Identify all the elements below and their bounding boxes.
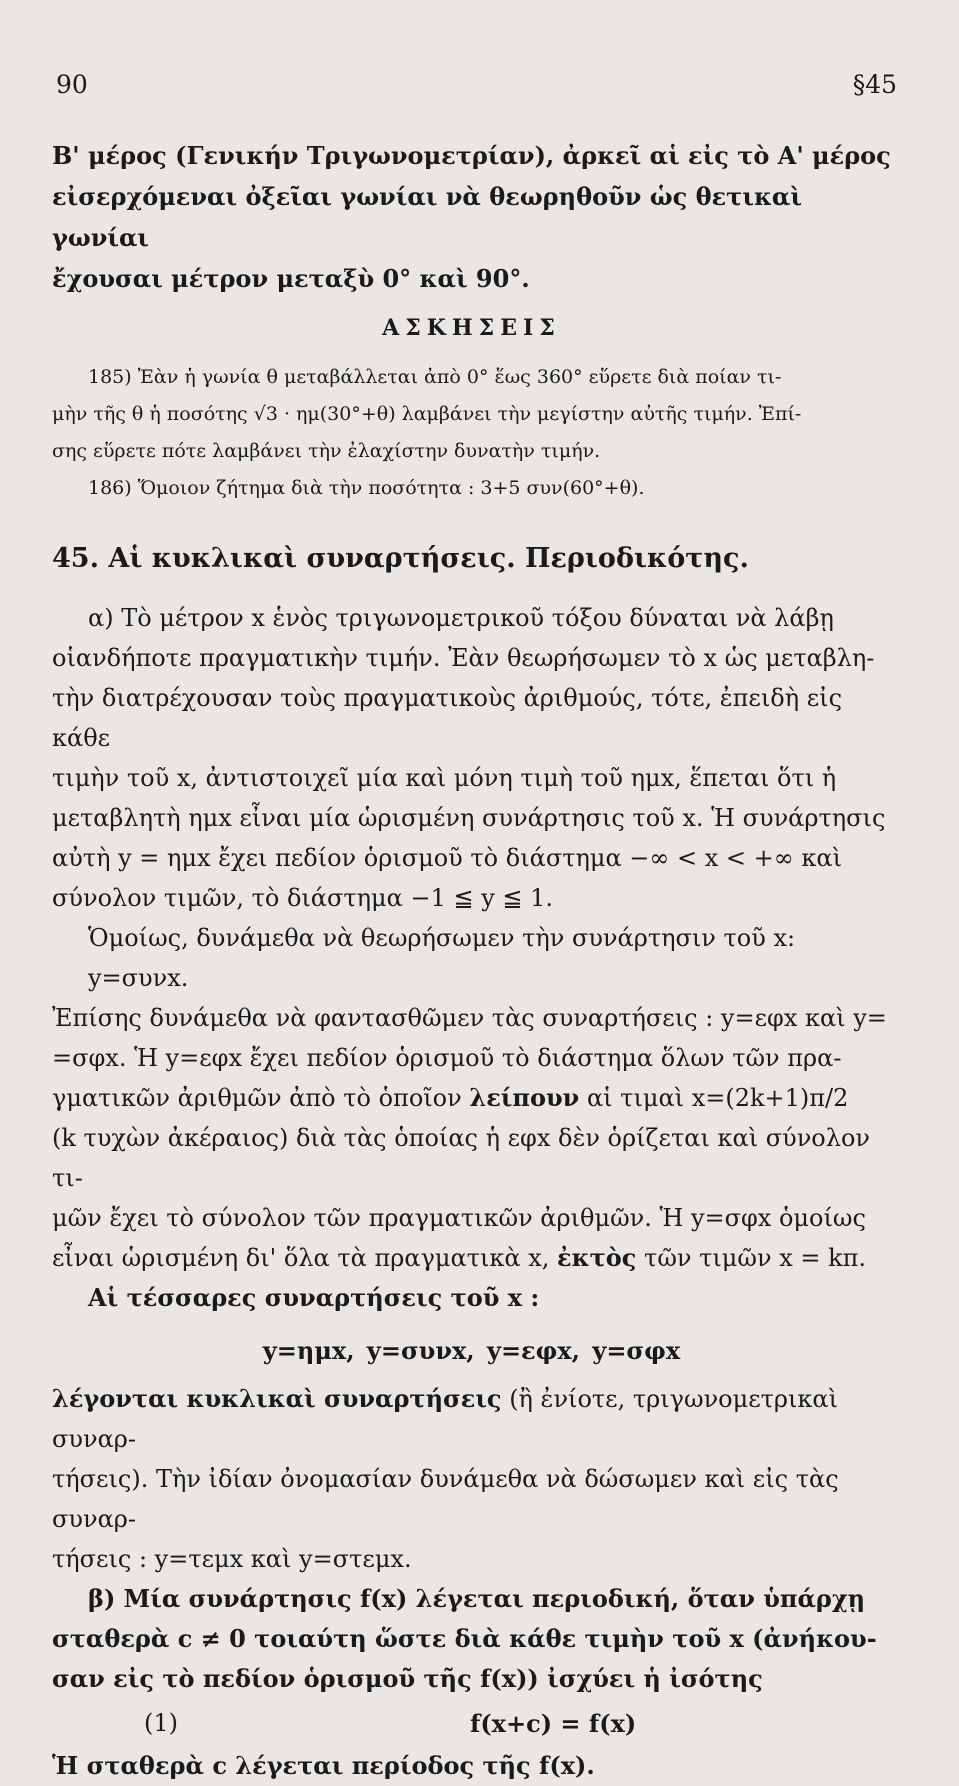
intro-line: εἰσερχόμεναι ὀξεῖαι γωνίαι νὰ θεωρηθοῦν ὡς θετικαὶ γωνίαι bbox=[52, 182, 803, 252]
cyclic-paragraph bbox=[52, 1379, 891, 1579]
text-fragment: γματικῶν ἀριθμῶν ἀπὸ τὸ ὁποῖον bbox=[52, 1084, 462, 1112]
section-marker: §45 bbox=[852, 70, 897, 99]
exercise-line: μὴν τῆς θ ἡ ποσότης √3 · ημ(30°+θ) λαμβάνει τὴν μεγίστην αὐτῆς τιμήν. Ἐπί- bbox=[52, 403, 802, 425]
text-fragment: τῶν τιμῶν x = kπ. bbox=[644, 1244, 867, 1272]
text-line bbox=[52, 1238, 891, 1278]
text-line: τιμὴν τοῦ x, ἀντιστοιχεῖ μία καὶ μόνη τιμὴ τοῦ ημx, ἕπεται ὅτι ἡ bbox=[52, 764, 837, 792]
equation-number: (1) bbox=[144, 1709, 178, 1737]
text-line: Ἐπίσης δυνάμεθα νὰ φαντασθῶμεν τὰς συναρτήσεις : y=εφx καὶ y= bbox=[52, 1004, 887, 1032]
text-line: α) Τὸ μέτρον x ἑνὸς τριγωνομετρικοῦ τόξου δύναται νὰ λάβῃ bbox=[88, 604, 834, 632]
four-functions-heading: Αἱ τέσσαρες συναρτήσεις τοῦ x : bbox=[88, 1283, 540, 1312]
text-line: αὐτὴ y = ημx ἔχει πεδίον ὁρισμοῦ τὸ διάστημα −∞ < x < +∞ καὶ bbox=[52, 844, 843, 872]
paragraph-a bbox=[52, 598, 891, 918]
text-line: β) Μία συνάρτησις f(x) λέγεται περιοδική, ὅταν ὑπάρχῃ bbox=[88, 1584, 866, 1613]
equation: f(x+c) = f(x) bbox=[470, 1709, 637, 1738]
text-line: οἱανδήποτε πραγματικὴν τιμήν. Ἐὰν θεωρήσωμεν τὸ x ὡς μεταβλη- bbox=[52, 644, 875, 672]
intro-line: ἔχουσαι μέτρον μεταξὺ 0° καὶ 90°. bbox=[52, 264, 530, 293]
text-line bbox=[52, 1379, 891, 1459]
text-fragment-bold: λείπουν bbox=[469, 1083, 580, 1112]
text-line: μῶν ἔχει τὸ σύνολον τῶν πραγματικῶν ἀριθμῶν. Ἡ y=σφx ὁμοίως bbox=[52, 1204, 866, 1232]
exercises-heading: ΑΣΚΗΣΕΙΣ bbox=[382, 315, 561, 341]
text-line: σταθερὰ c ≠ 0 τοιαύτη ὥστε διὰ κάθε τιμὴν τοῦ x (ἀνήκου- bbox=[52, 1624, 877, 1653]
text-fragment-bold: λέγονται κυκλικαὶ συναρτήσεις bbox=[52, 1384, 502, 1413]
intro-paragraph bbox=[52, 135, 891, 299]
text-fragment-bold: ἐκτὸς bbox=[557, 1243, 637, 1272]
text-line: μεταβλητὴ ημx εἶναι μία ὡρισμένη συνάρτησις τοῦ x. Ἡ συνάρτησις bbox=[52, 804, 886, 832]
text-fragment: (ἢ ἐνίοτε, τριγωνομετρικαὶ συναρ- bbox=[52, 1385, 839, 1453]
exercise-line: σης εὕρετε πότε λαμβάνει τὴν ἐλαχίστην δυνατὴν τιμήν. bbox=[52, 440, 601, 462]
text-line-with-fraction bbox=[52, 1078, 891, 1118]
paragraph-a2 bbox=[52, 918, 891, 1318]
exercise-line: 186) Ὅμοιον ζήτημα διὰ τὴν ποσότητα : 3+5 συν(60°+θ). bbox=[88, 477, 645, 499]
text-fragment: αἱ τιμαὶ x=(2k+1)π/2 bbox=[586, 1084, 849, 1112]
text-line: σύνολον τιμῶν, τὸ διάστημα −1 ≦ y ≦ 1. bbox=[52, 884, 554, 912]
equation-row bbox=[52, 1709, 891, 1738]
text-line: Ὁμοίως, δυνάμεθα νὰ θεωρήσωμεν τὴν συνάρτησιν τοῦ x: y=συνx. bbox=[88, 924, 796, 992]
paragraph-b bbox=[52, 1579, 891, 1699]
page-header bbox=[52, 70, 897, 99]
text-line: τὴν διατρέχουσαν τοὺς πραγματικοὺς ἀριθμούς, τότε, ἐπειδὴ εἰς κάθε bbox=[52, 684, 843, 752]
text-line: (k τυχὼν ἀκέραιος) διὰ τὰς ὁποίας ἡ εφx δὲν ὁρίζεται καὶ σύνολον τι- bbox=[52, 1124, 870, 1192]
text-line: =σφx. Ἡ y=εφx ἔχει πεδίον ὁρισμοῦ τὸ διάστημα ὅλων τῶν πρα- bbox=[52, 1044, 842, 1072]
four-functions: y=ημx, y=συνx, y=εφx, y=σφx bbox=[262, 1336, 681, 1365]
exercises-block bbox=[52, 359, 891, 507]
final-line: Ἡ σταθερὰ c λέγεται περίοδος τῆς f(x). bbox=[52, 1751, 595, 1780]
text-fragment: εἶναι ὡρισμένη δι' ὅλα τὰ πραγματικὰ x, bbox=[52, 1244, 550, 1272]
exercise-line: 185) Ἐὰν ἡ γωνία θ μεταβάλλεται ἀπὸ 0° ἕως 360° εὕρετε διὰ ποίαν τι- bbox=[88, 366, 782, 388]
section-title: 45. Αἱ κυκλικαὶ συναρτήσεις. Περιοδικότης. bbox=[52, 543, 749, 574]
text-line: τήσεις). Τὴν ἰδίαν ὀνομασίαν δυνάμεθα νὰ δώσωμεν καὶ εἰς τὰς συναρ- bbox=[52, 1465, 839, 1533]
text-line: τήσεις : y=τεμx καὶ y=στεμx. bbox=[52, 1545, 412, 1573]
intro-line: Β' μέρος (Γενικήν Τριγωνομετρίαν), ἀρκεῖ αἱ εἰς τὸ Α' μέρος bbox=[52, 141, 891, 170]
text-line: σαν εἰς τὸ πεδίον ὁρισμοῦ τῆς f(x)) ἰσχύει ἡ ἰσότης bbox=[52, 1664, 763, 1693]
page-number: 90 bbox=[56, 70, 88, 99]
